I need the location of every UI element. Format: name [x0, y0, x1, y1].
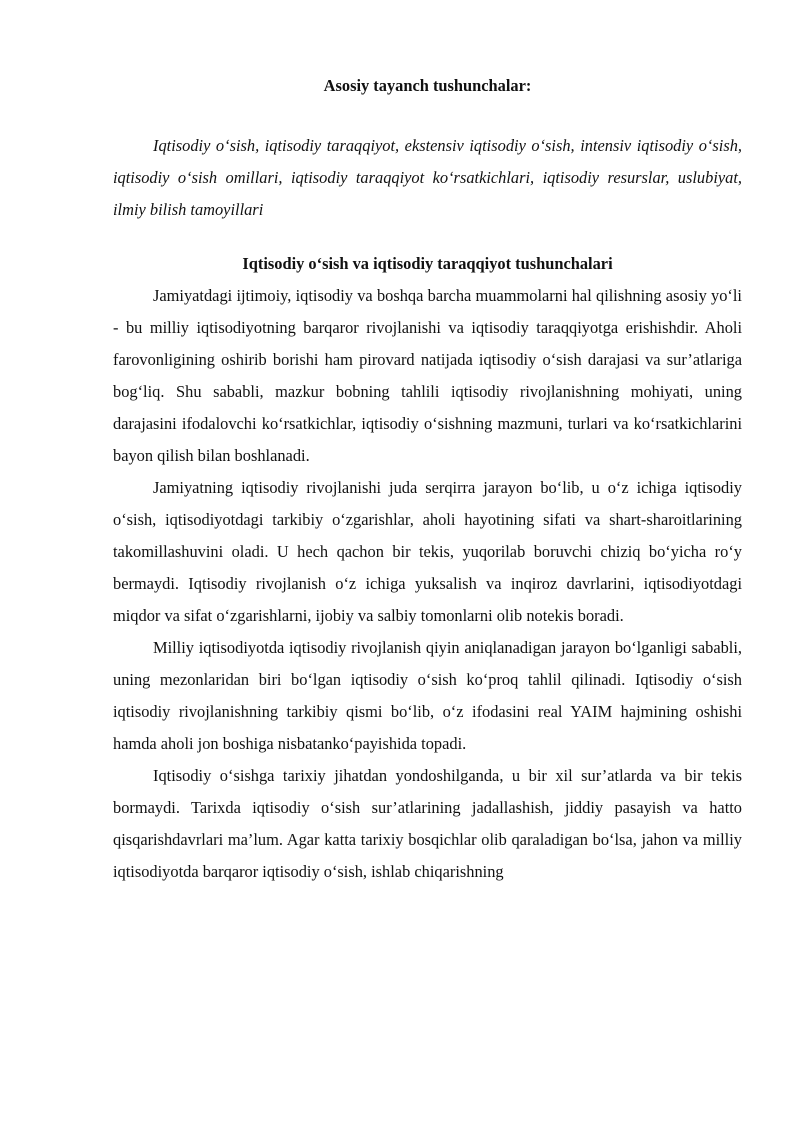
paragraph: Jamiyatning iqtisodiy rivojlanishi juda serqirra jarayon bo‘lib, u o‘z ichiga iqtisodiy o‘sish, iqtisodiyotdagi tarkibiy o‘zgarishlar, aholi hayotining sifati va shart-sharoitlarining takomillashuvini oladi. U hech qachon bir tekis, yuqorilab boruvchi chiziq bo‘yicha ro‘y bermaydi. Iqtisodiy rivojlanish o‘z ichiga yuksalish va inqiroz davrlarini, iqtisodiyotdagi miqdor va sifat o‘zgarishlarni, ijobiy va salbiy tomonlarni olib notekis boradi. — [113, 478, 742, 625]
page-heading: Asosiy tayanch tushunchalar: — [323, 76, 532, 95]
section-title: Iqtisodiy o‘sish va iqtisodiy taraqqiyot tushunchalari — [242, 254, 613, 273]
paragraph: Milliy iqtisodiyotda iqtisodiy rivojlanish qiyin aniqlanadigan jarayon bo‘lganligi sababli, uning mezonlaridan biri bo‘lgan iqtisodiy o‘sish ko‘proq tahlil qilinadi. Iqtisodiy o‘sish iqtisodiy rivojlanishning tarkibiy qismi bo‘lib, o‘z ifodasini real YAIM hajmining oshishi hamda aholi jon boshiga nisbatanko‘payishida topadi. — [113, 638, 742, 753]
paragraph: Iqtisodiy o‘sishga tarixiy jihatdan yondoshilganda, u bir xil sur’atlarda va bir tekis bormaydi. Tarixda iqtisodiy o‘sish sur’atlarining jadallashish, jiddiy pasayish va hatto qisqarishdavrlari ma’lum. Agar katta tarixiy bosqichlar olib qaraladigan bo‘lsa, jahon va milliy iqtisodiyotda barqaror iqtisodiy o‘sish, ishlab chiqarishning — [113, 766, 742, 881]
keywords-list: Iqtisodiy o‘sish, iqtisodiy taraqqiyot, ekstensiv iqtisodiy o‘sish, intensiv iqtisodiy o‘sish, iqtisodiy o‘sish omillari, iqtisodiy taraqqiyot ko‘rsatkichlari, iqtisodiy resurslar, uslubiyat, ilmiy bilish tamoyillari — [113, 136, 742, 219]
document-page — [113, 60, 742, 888]
paragraph: Jamiyatdagi ijtimoiy, iqtisodiy va boshqa barcha muammolarni hal qilishning asosiy yo‘li - bu milliy iqtisodiyotning barqaror rivojlanishi va iqtisodiy taraqqiyotga erishishdir. Aholi farovonligining oshirib borishi ham pirovard natijada iqtisodiy o‘sish darajasi va sur’atlariga bog‘liq. Shu sababli, mazkur bobning tahlili iqtisodiy rivojlanishning mohiyati, uning darajasini ifodalovchi ko‘rsatkichlar, iqtisodiy o‘sishning mazmuni, turlari va ko‘rsatkichlarini bayon qilish bilan boshlanadi. — [113, 286, 742, 465]
